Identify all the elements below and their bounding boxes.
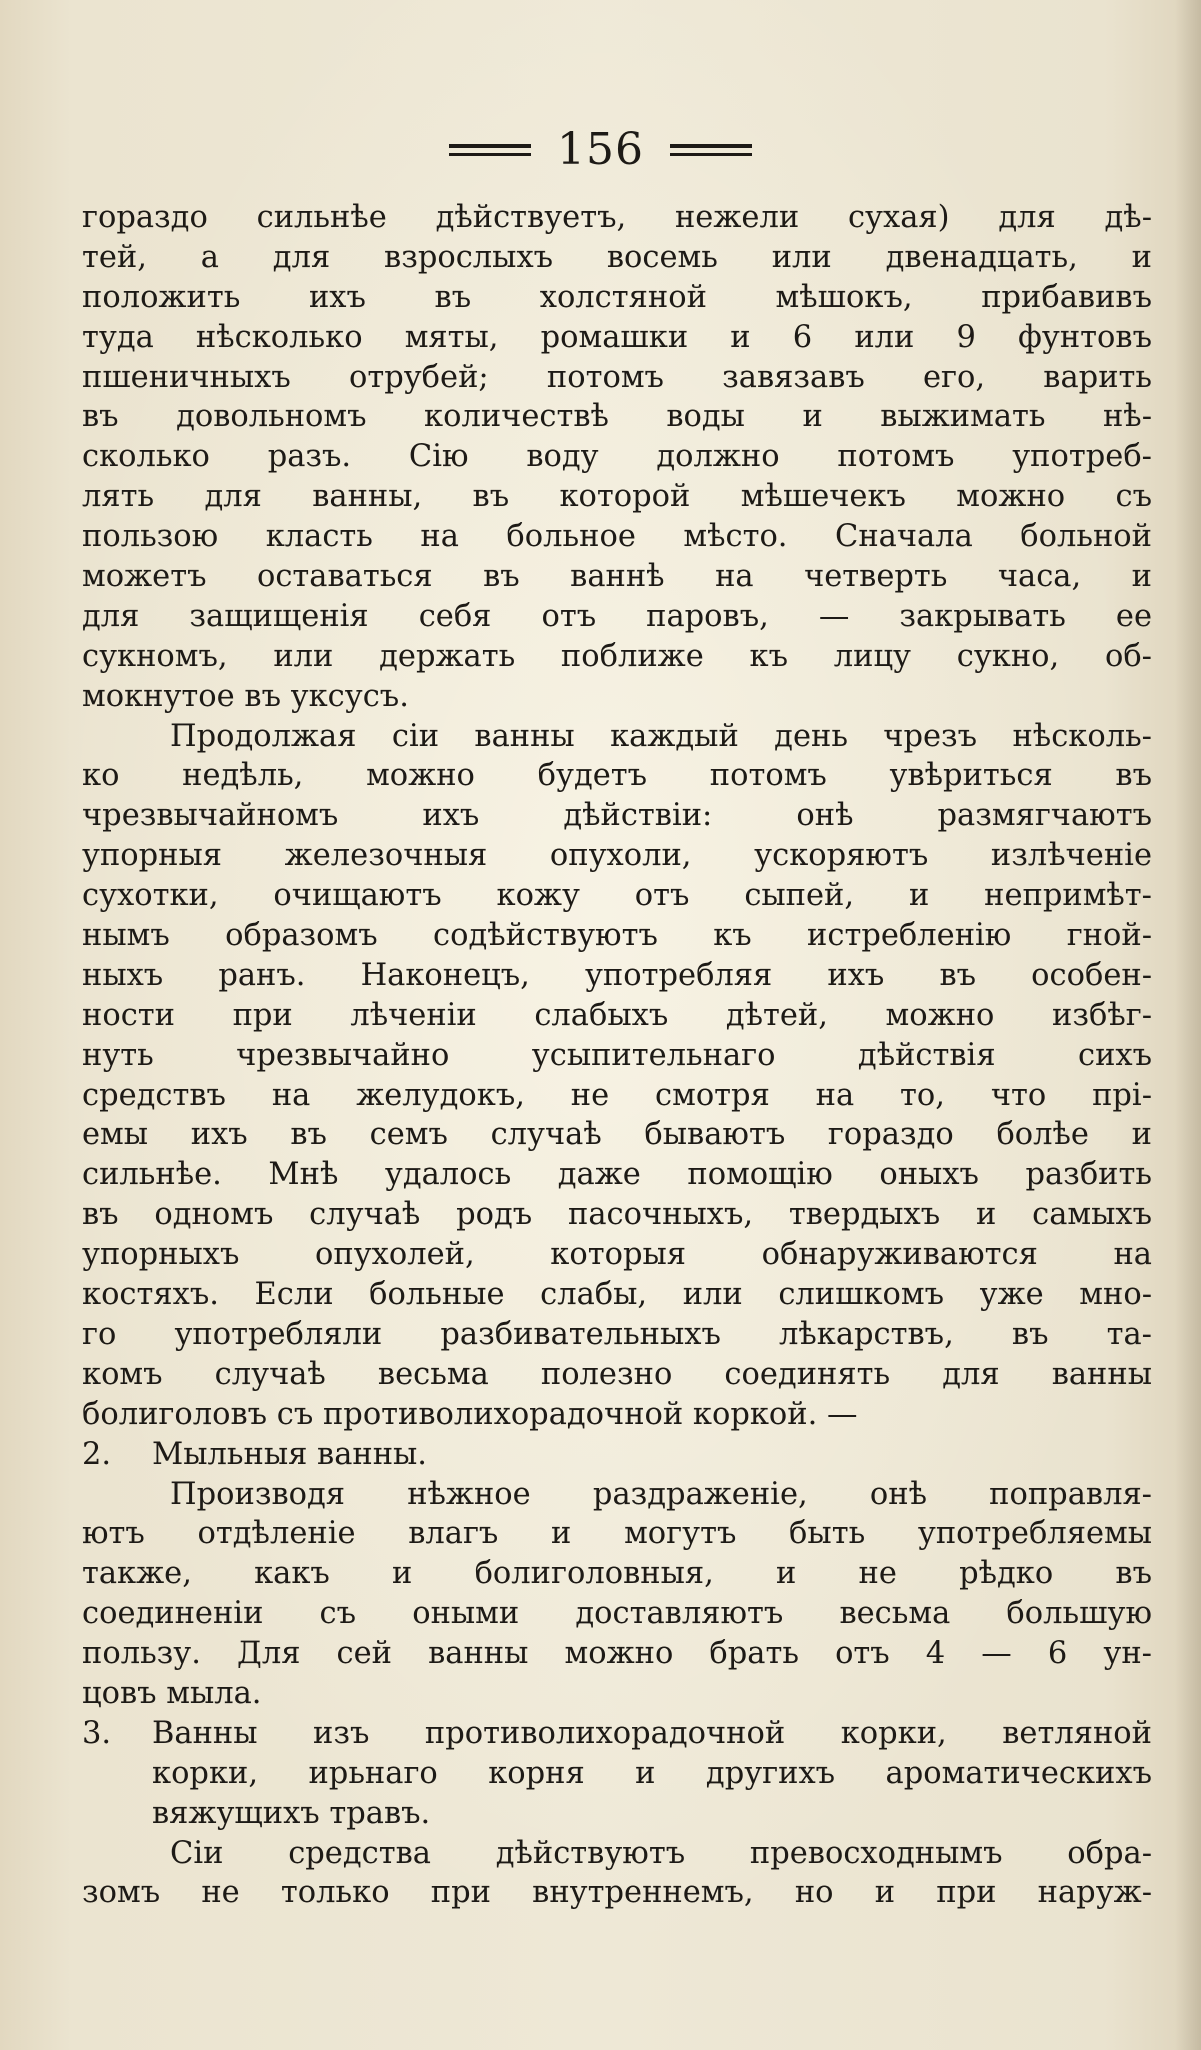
text-line: сильнѣе. Мнѣ удалось даже помощію оныхъ разбить (82, 1157, 1152, 1193)
text-line: тей, а для взрослыхъ восемь или двенадцать, и (82, 239, 1152, 275)
paragraph-first-line: Сіи средства дѣйствуютъ превосходнымъ обра- (170, 1835, 1152, 1871)
text-line: го употребляли разбивательныхъ лѣкарствъ, въ та- (82, 1316, 1152, 1352)
section-heading-2 (82, 1435, 1152, 1475)
section-title-line: Ванны изъ противолихорадочной корки, ветляной (152, 1715, 1152, 1751)
text-line: цовъ мыла. (82, 1675, 262, 1711)
text-line: костяхъ. Если больные слабы, или слишкомъ уже мно- (82, 1277, 1152, 1313)
section-heading-3 (82, 1714, 1152, 1754)
text-line: пользу. Для сей ванны можно брать отъ 4 — 6 ун- (82, 1636, 1152, 1672)
text-line: лять для ванны, въ которой мѣшечекъ можно съ (82, 479, 1152, 515)
section-number: 2. (82, 1436, 112, 1472)
page-number: 156 (557, 124, 644, 175)
section-number: 3. (82, 1715, 112, 1751)
page-text (82, 198, 1152, 1913)
text-line: комъ случаѣ весьма полезно соединять для ванны (82, 1356, 1152, 1392)
text-line: нуть чрезвычайно усыпительнаго дѣйствія сихъ (82, 1037, 1152, 1073)
text-line: мокнутое въ уксусъ. (82, 678, 409, 714)
text-line: соединеніи съ оными доставляютъ весьма большую (82, 1596, 1152, 1632)
section-title-line: корки, ирьнаго корня и другихъ ароматическихъ (152, 1755, 1152, 1791)
section-title-line: вяжущихъ травъ. (152, 1795, 431, 1831)
text-line: ности при лѣченіи слабыхъ дѣтей, можно избѣг- (82, 997, 1152, 1033)
text-line: упорныя железочныя опухоли, ускоряютъ излѣченіе (82, 838, 1152, 874)
text-line: положить ихъ въ холстяной мѣшокъ, прибавивъ (82, 279, 1152, 315)
text-line: туда нѣсколько мяты, ромашки и 6 или 9 фунтовъ (82, 319, 1152, 355)
text-line: въ довольномъ количествѣ воды и выжимать нѣ- (82, 399, 1152, 435)
section-title: Мыльныя ванны. (152, 1436, 428, 1472)
text-line: болиголовъ съ противолихорадочной коркой. — (82, 1396, 858, 1432)
paragraph-first-line: Продолжая сіи ванны каждый день чрезъ нѣсколь- (170, 718, 1152, 754)
header-rule-right (670, 144, 752, 156)
text-line: средствъ на желудокъ, не смотря на то, что прі- (82, 1077, 1152, 1113)
text-line: упорныхъ опухолей, которыя обнаруживаются на (82, 1237, 1152, 1273)
text-line: для защищенія себя отъ паровъ, — закрывать ее (82, 598, 1152, 634)
text-line: пшеничныхъ отрубей; потомъ завязавъ его, варить (82, 359, 1152, 395)
text-line: пользою класть на больное мѣсто. Сначала больной (82, 519, 1152, 555)
text-line: гораздо сильнѣе дѣйствуетъ, нежели сухая) для дѣ- (82, 200, 1152, 235)
page-edge-shadow (1175, 0, 1201, 2050)
text-line: сколько разъ. Сію воду должно потомъ употреб- (82, 439, 1152, 475)
page-header (0, 122, 1201, 178)
text-line: также, какъ и болиголовныя, и не рѣдко въ (82, 1556, 1152, 1592)
text-line: сукномъ, или держать поближе къ лицу сукно, об- (82, 638, 1152, 674)
text-line: можетъ оставаться въ ваннѣ на четверть часа, и (82, 559, 1152, 595)
text-line: ко недѣль, можно будетъ потомъ увѣриться въ (82, 758, 1152, 794)
text-line: емы ихъ въ семъ случаѣ бываютъ гораздо болѣе и (82, 1117, 1152, 1153)
text-line: зомъ не только при внутреннемъ, но и при наруж- (82, 1875, 1152, 1911)
text-line: ютъ отдѣленіе влагъ и могутъ быть употребляемы (82, 1516, 1152, 1552)
header-rule-left (449, 144, 531, 156)
text-line: сухотки, очищаютъ кожу отъ сыпей, и непримѣт- (82, 878, 1152, 914)
text-line: въ одномъ случаѣ родъ пасочныхъ, твердыхъ и самыхъ (82, 1197, 1152, 1233)
paragraph-first-line: Производя нѣжное раздраженіе, онѣ поправля- (170, 1476, 1152, 1512)
text-line: чрезвычайномъ ихъ дѣйствіи: онѣ размягчаютъ (82, 798, 1152, 834)
text-line: ныхъ ранъ. Наконецъ, употребляя ихъ въ особен- (82, 957, 1152, 993)
text-line: нымъ образомъ содѣйствуютъ къ истребленію гной- (82, 918, 1152, 954)
